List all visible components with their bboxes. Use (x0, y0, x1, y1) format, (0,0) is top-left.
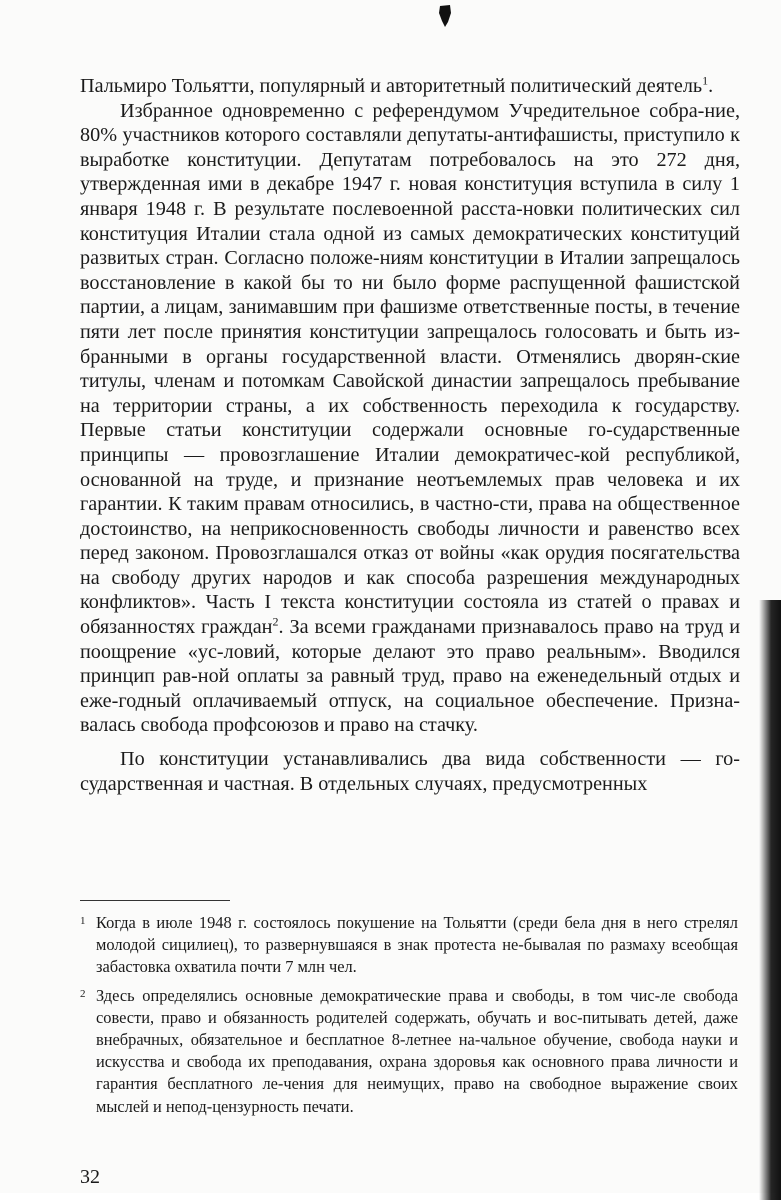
ink-blot-icon (437, 4, 453, 28)
footnote-2 (80, 985, 738, 1118)
footnote-number: 2 (80, 987, 86, 1000)
footnote-number: 1 (80, 915, 86, 927)
main-text (80, 74, 740, 796)
footnote-ref-2[interactable]: 2 (272, 614, 279, 629)
footnotes (80, 912, 738, 1124)
paragraph-1: Пальмиро Тольятти, популярный и авторитетный политический деятель$^1$. (80, 73, 714, 97)
footnote-1 (80, 912, 738, 979)
footnote-text: Когда в июле 1948 г. состоялось покушение на Тольятти (среди бела дня в него стрелял молодой сицилиец), то развернувшаяся в знак протеста не-бывалая по размаху всеобщая забастовка охватила почти 7 млн чел. (96, 913, 738, 977)
scan-edge-shadow (759, 600, 781, 1200)
footnote-text: Здесь определялись основные демократические права и свободы, в том чис-ле свобода совести, право и обязанность родителей содержать, обучать и вос-питывать детей, даже внебрачных, обязательное и бесплатное 8-летнее на-чальное обучение, свобода науки и искусства и свобода их преподавания, охрана здоровья как основного права личности и гарантия бесплатного ле-чения для неимущих, право на свободное выражение своих мыслей и непод-цензурность печати. (96, 985, 738, 1116)
footnote-ref-1[interactable]: 1 (702, 73, 709, 88)
paragraph-2: Избранное одновременно с референдумом Учредительное собра-ние, 80% участников которого составляли депутаты-антифашисты, приступило к выработке конституции. Депутатам потребовалось на это 272 дня, утвержденная ими в декабре 1947 г. новая конституция вступила в силу 1 января 1948 г. В результате послевоенной расста-новки политических сил конституция Италии стала одной из самых демократических конституций развитых стран. Согласно положе-ниям конституции в Италии запрещалось восстановление в какой бы то ни было форме распущенной фашистской партии, а лицам, занимавшим при фашизме ответственные посты, в течение пяти лет после принятия конституции запрещалось голосовать и быть из-бранными в органы государственной власти. Отменялись дворян-ские титулы, членам и потомкам Савойской династии запрещалось пребывание на территории страны, а их собственность переходила к государству. Первые статьи конституции содержали основные го-сударственные принципы — провозглашение Италии демократичес-кой республикой, основанной на труде, и признание неотъемлемых прав человека и их гарантии. К таким правам относились, в частно-сти, права на общественное достоинство, на неприкосновенность свободы личности и равенство всех перед законом. Провозглашался отказ от войны «как орудия посягательства на свободу других народов и как способа разрешения международных конфликтов». Часть I текста конституции состояла из статей о правах и обязанностях граждан$^2$. За всеми гражданами признавалось право на труд и поощрение «ус-ловий, которые делают это право реальным». Вводился принцип рав-ной оплаты за равный труд, право на еженедельный отдых и еже-годный оплачиваемый отпуск, на социальное обеспечение. Призна-валась свобода профсоюзов и право на стачку. (80, 99, 741, 737)
footnote-divider (80, 900, 230, 901)
page-number: 32 (80, 1166, 100, 1188)
paragraph-3: По конституции устанавливались два вида собственности — го-сударственная и частная. В отдельных случаях, предусмотренных (80, 748, 740, 795)
